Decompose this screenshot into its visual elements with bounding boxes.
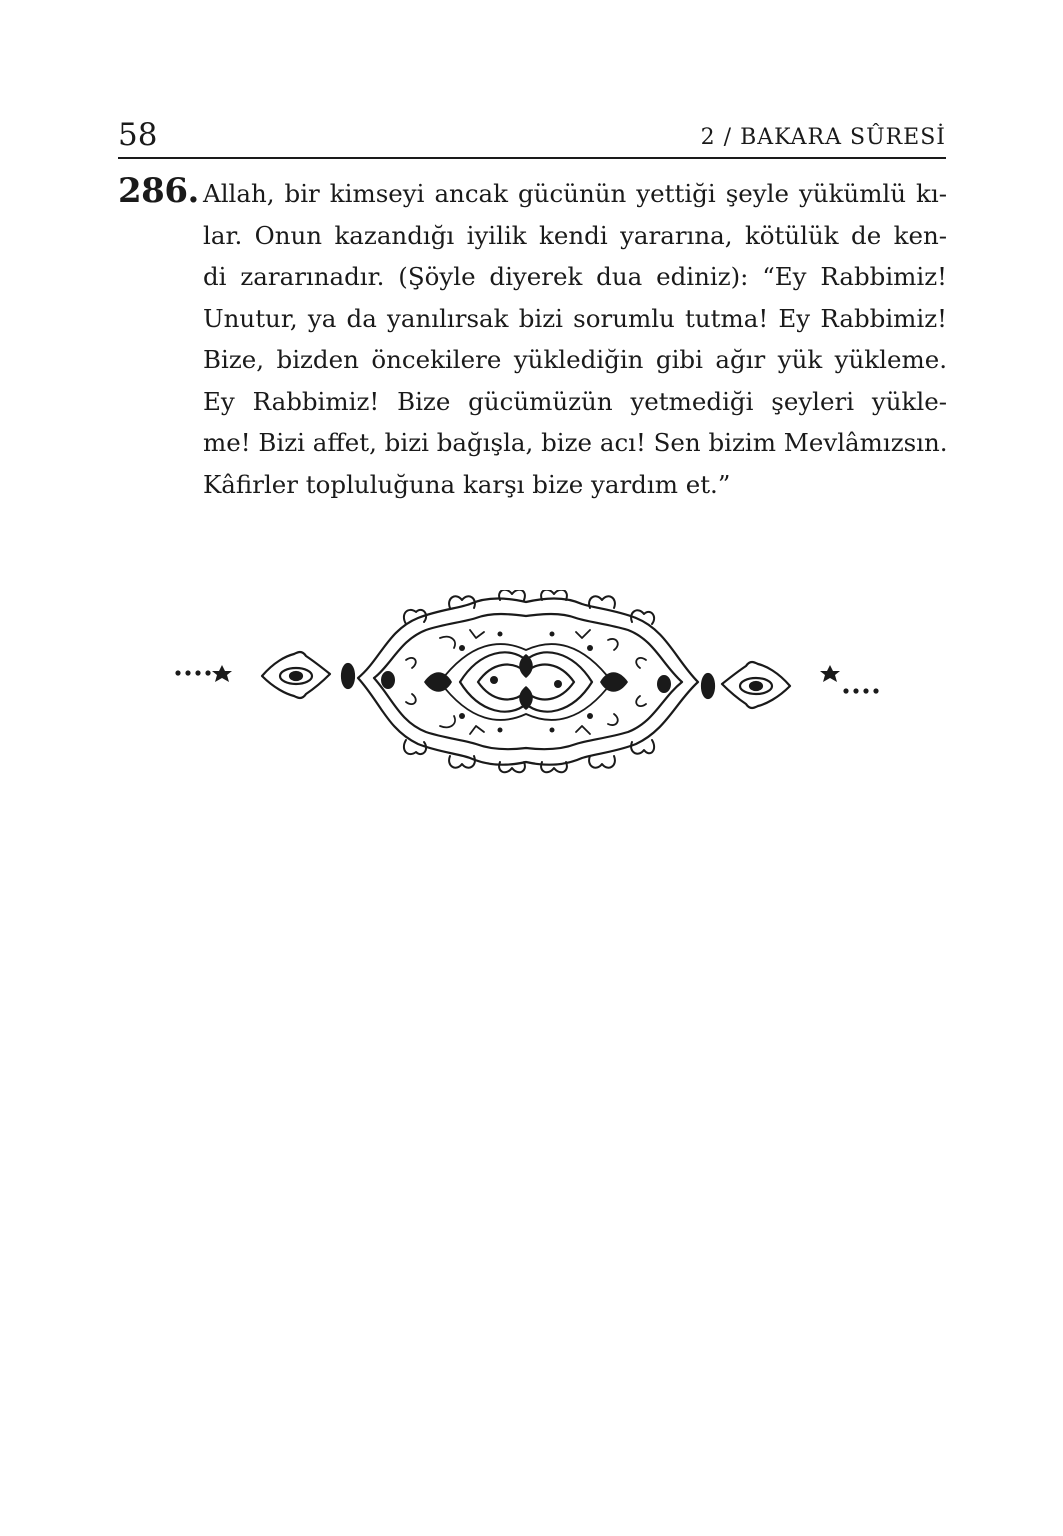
page-number: 58 <box>118 117 158 153</box>
verse-text <box>203 173 947 505</box>
header-divider <box>118 157 946 159</box>
verse-line: Allah, bir kimseyi ancak gücünün yettiği şeyle yükümlü kı- <box>203 179 947 208</box>
verse-line: Unutur, ya da yanılırsak bizi sorumlu tutma! Ey Rabbimiz! <box>203 303 947 333</box>
verse-number: 286. <box>118 171 199 211</box>
verse-line: Kâfirler topluluğuna karşı bize yardım et.” <box>203 469 731 499</box>
floral-ornament-divider-icon <box>170 590 882 774</box>
verse-line: lar. Onun kazandığı iyilik kendi yararına, kötülük de ken- <box>203 220 947 250</box>
verse-line: me! Bizi affet, bizi bağışla, bize acı! Sen bizim Mevlâmızsın. <box>203 428 948 457</box>
page-header <box>118 112 946 158</box>
running-title: 2 / BAKARA SÛRESİ <box>700 125 946 150</box>
verse-line: Ey Rabbimiz! Bize gücümüzün yetmediği şeyleri yükle- <box>203 386 947 416</box>
verse-line: di zararınadır. (Şöyle diyerek dua ediniz): “Ey Rabbimiz! <box>203 262 947 291</box>
verse-line: Bize, bizden öncekilere yüklediğin gibi ağır yük yükleme. <box>203 345 947 374</box>
